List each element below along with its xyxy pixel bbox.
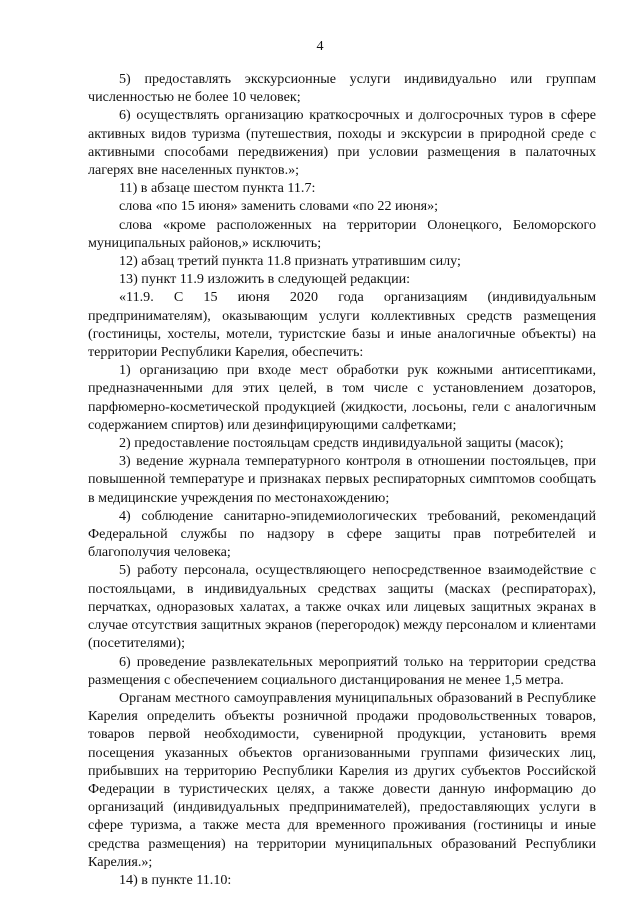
paragraph-item-2-masks: 2) предоставление постояльцам средств индивидуальной защиты (масок); bbox=[119, 435, 564, 452]
paragraph-item-6-tours: 6) осуществлять организацию краткосрочных и долгосрочных туров в сфере активных видов туризма (путешествия, походы и экскурсии в природной среде с активными способами передвижения) при условии размещения в палаточных лагерях вне населенных пунктов.»; bbox=[88, 107, 596, 179]
paragraph-item-3-temperature-log: 3) ведение журнала температурного контроля в отношении постояльцев, при повышенной температуре и признаках первых респираторных симптомов сообщать в медицинские учреждения по местонахождению; bbox=[88, 453, 596, 506]
paragraph-amendment-14: 14) в пункте 11.10: bbox=[119, 871, 232, 888]
paragraph-clause-11-9: «11.9. С 15 июня 2020 года организациям (индивидуальным предпринимателям), оказывающим услуги коллективных средств размещения (гостиницы, хостелы, мотели, туристские базы и иные аналогичные объекты) на территории Республики Карелия, обеспечить: bbox=[88, 289, 596, 361]
paragraph-amendment-13: 13) пункт 11.9 изложить в следующей редакции: bbox=[119, 271, 411, 288]
page-number: 4 bbox=[316, 38, 324, 54]
paragraph-replace-words: слова «по 15 июня» заменить словами «по 22 июня»; bbox=[119, 198, 439, 215]
paragraph-local-authorities: Органам местного самоуправления муниципальных образований в Республике Карелия определить объекты розничной продажи продовольственных товаров, товаров первой необходимости, сувенирной продукции, установить время посещения указанных объектов организованными группами физических лиц, прибывших на территорию Республики Карелия из других субъектов Российской Федерации в туристических целях, а также довести данную информацию до организаций (индивидуальных предпринимателей), предоставляющих услуги в сфере туризма, а также места для временного проживания (гостиницы и иные средства размещения) на территории муниципальных образований Республики Карелия.»; bbox=[88, 689, 596, 870]
document-body bbox=[88, 70, 596, 889]
paragraph-item-5-excursions: 5) предоставлять экскурсионные услуги индивидуально или группам численностью не более 10 человек; bbox=[88, 71, 596, 106]
paragraph-item-4-sanitary-requirements: 4) соблюдение санитарно-эпидемиологических требований, рекомендаций Федеральной службы по надзору в сфере защиты прав потребителей и благополучия человека; bbox=[88, 507, 596, 561]
paragraph-amendment-11: 11) в абзаце шестом пункта 11.7: bbox=[119, 180, 316, 197]
paragraph-amendment-12: 12) абзац третий пункта 11.8 признать утратившим силу; bbox=[119, 253, 461, 270]
paragraph-item-5-staff-protection: 5) работу персонала, осуществляющего непосредственное взаимодействие с постояльцами, в индивидуальных средствах защиты (масках (респираторах), перчатках, одноразовых халатах, а также очках или лицевых защитных экранах в случае отсутствия защитных экранов (перегородок) между персоналом и клиентами (посетителями); bbox=[88, 562, 596, 652]
paragraph-item-1-antiseptics: 1) организацию при входе мест обработки рук кожными антисептиками, предназначенными для этих целей, в том числе с установлением дозаторов, парфюмерно-косметической продукцией (жидкости, лосьоны, гели с аналогичным содержанием спиртов) или дезинфицирующими салфетками; bbox=[88, 362, 596, 433]
paragraph-item-6-entertainment: 6) проведение развлекательных мероприятий только на территории средства размещения с обеспечением социального дистанцирования не менее 1,5 метра. bbox=[88, 653, 596, 688]
paragraph-exclude-words: слова «кроме расположенных на территории Олонецкого, Беломорского муниципальных районов,» исключить; bbox=[88, 216, 596, 251]
